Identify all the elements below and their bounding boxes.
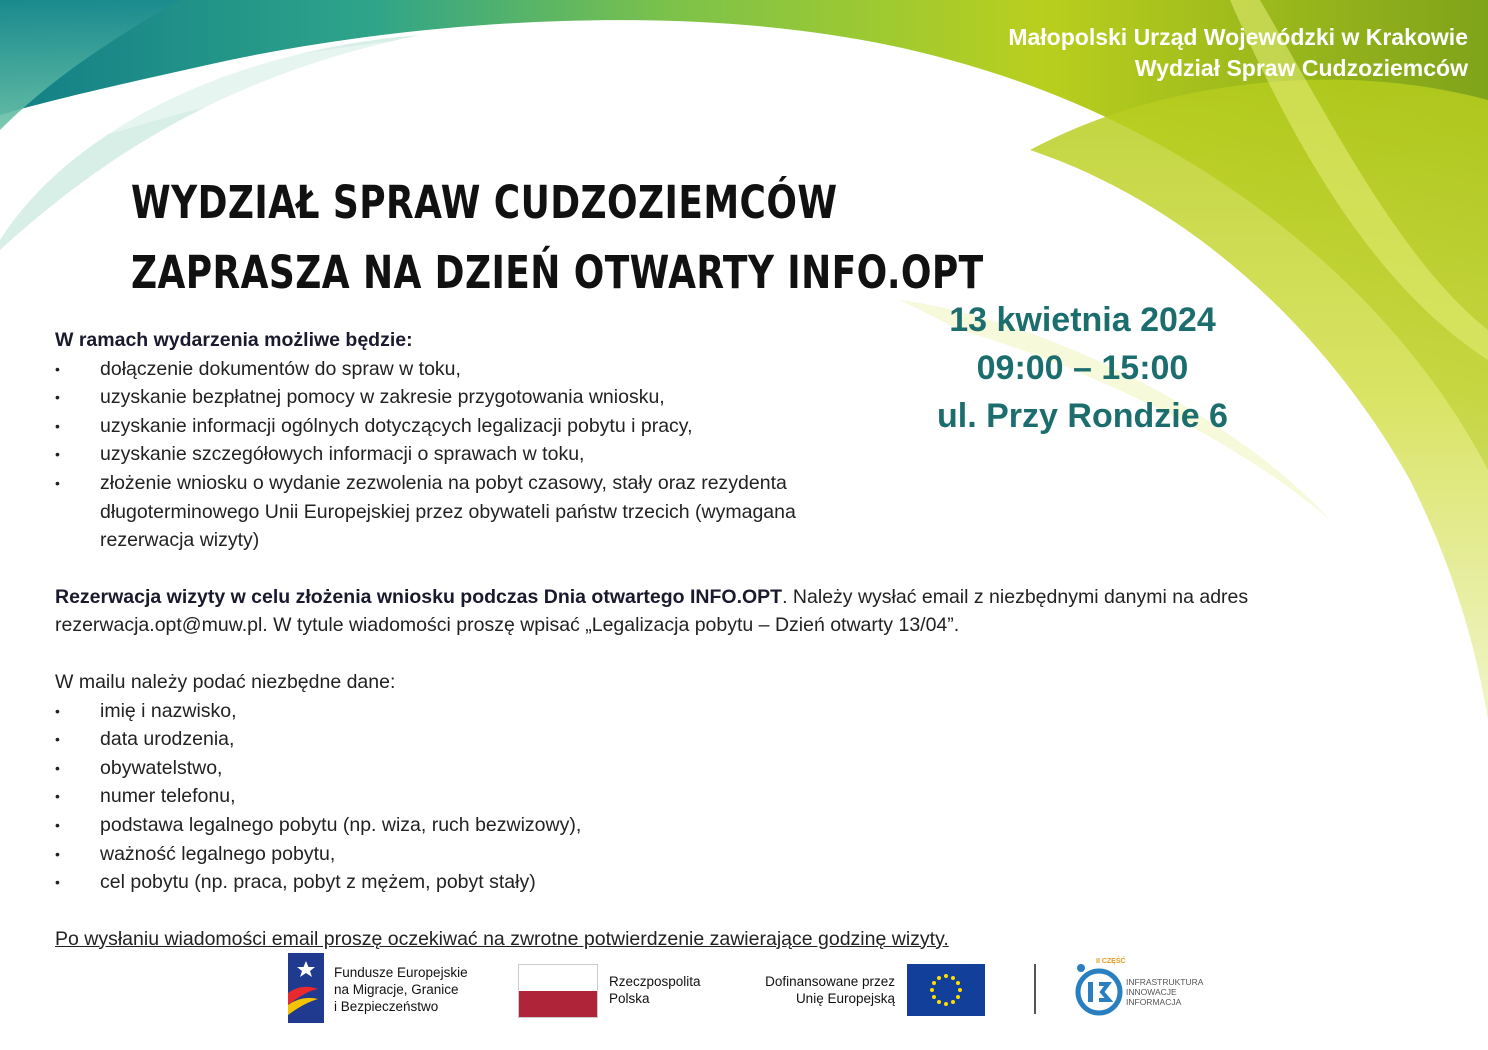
org-line-2: Wydział Spraw Cudzoziemców <box>1134 55 1468 81</box>
logos-bar <box>0 950 1488 1040</box>
list-item: • złożenie wniosku o wydanie zezwolenia na pobyt czasowy, stały oraz rezydenta długoterminowego Unii Europejskiej przez obywateli państw trzecich (wymagana rezerwacja wizyty) <box>55 469 880 555</box>
eu-flag <box>907 964 985 1016</box>
list-item: • numer telefonu, <box>55 782 1435 811</box>
confirmation-note: Po wysłaniu wiadomości email proszę oczekiwać na zwrotne potwierdzenie zawierające godzinę wizyty. <box>55 927 949 950</box>
reservation-bold: Rezerwacja wizyty w celu złożenia wniosku podczas Dnia otwartego INFO.OPT <box>55 585 783 608</box>
list-item: • uzyskanie szczegółowych informacji o sprawach w toku, <box>55 440 1435 469</box>
event-address: ul. Przy Rondzie 6 <box>937 397 1228 435</box>
reservation-text: . Należy wysłać email z niezbędnymi danymi na adres rezerwacja.opt@muw.pl. W tytule wiadomości proszę wpisać „Legalizacja pobytu – Dzień otwarty 13/04”. <box>55 585 1249 637</box>
required-heading: W mailu należy podać niezbędne dane: <box>55 670 396 693</box>
org-line-1: Małopolski Urząd Wojewódzki w Krakowie <box>1008 24 1468 50</box>
eu-funds-logo <box>288 953 324 1023</box>
page-title <box>131 168 984 308</box>
list-item: • imię i nazwisko, <box>55 697 1435 726</box>
eu-cofinance-text: Dofinansowane przez Unię Europejską <box>765 974 895 1006</box>
list-item: • ważność legalnego pobytu, <box>55 840 1435 869</box>
list-item: • uzyskanie bezpłatnej pomocy w zakresie przygotowania wniosku, <box>55 383 1435 412</box>
list-item: • cel pobytu (np. praca, pobyt z mężem, pobyt stały) <box>55 868 1435 897</box>
list-item: • data urodzenia, <box>55 725 1435 754</box>
eu-funds-text: Fundusze Europejskie na Migracje, Granice i Bezpieczeństwo <box>334 965 468 1014</box>
possibilities-heading: W ramach wydarzenia możliwe będzie: <box>55 329 413 351</box>
possibilities-list <box>55 355 1435 555</box>
iii-logo <box>1074 960 1124 1018</box>
event-date: 13 kwietnia 2024 <box>949 301 1216 339</box>
logo-separator <box>1034 964 1036 1014</box>
list-item: • obywatelstwo, <box>55 754 1435 783</box>
main-content <box>55 326 1435 953</box>
title-line-2: ZAPRASZA NA DZIEŃ OTWARTY INFO.OPT <box>131 246 984 299</box>
eu-stars-icon <box>907 964 985 1016</box>
iii-text: INFRASTRUKTURA INNOWACJE INFORMACJA <box>1126 977 1204 1007</box>
reservation-paragraph <box>55 583 1435 640</box>
organization-name <box>1008 22 1468 84</box>
required-list <box>55 697 1435 897</box>
list-item: • podstawa legalnego pobytu (np. wiza, ruch bezwizowy), <box>55 811 1435 840</box>
poland-text: Rzeczpospolita Polska <box>609 974 701 1006</box>
title-line-1: WYDZIAŁ SPRAW CUDZOZIEMCÓW <box>131 176 838 229</box>
poland-flag <box>518 964 598 1018</box>
iii-badge: II CZĘŚĆ <box>1096 958 1126 965</box>
list-item: • dołączenie dokumentów do spraw w toku, <box>55 355 1435 384</box>
event-time: 09:00 – 15:00 <box>976 349 1189 387</box>
list-item: • uzyskanie informacji ogólnych dotyczących legalizacji pobytu i pracy, <box>55 412 1435 441</box>
